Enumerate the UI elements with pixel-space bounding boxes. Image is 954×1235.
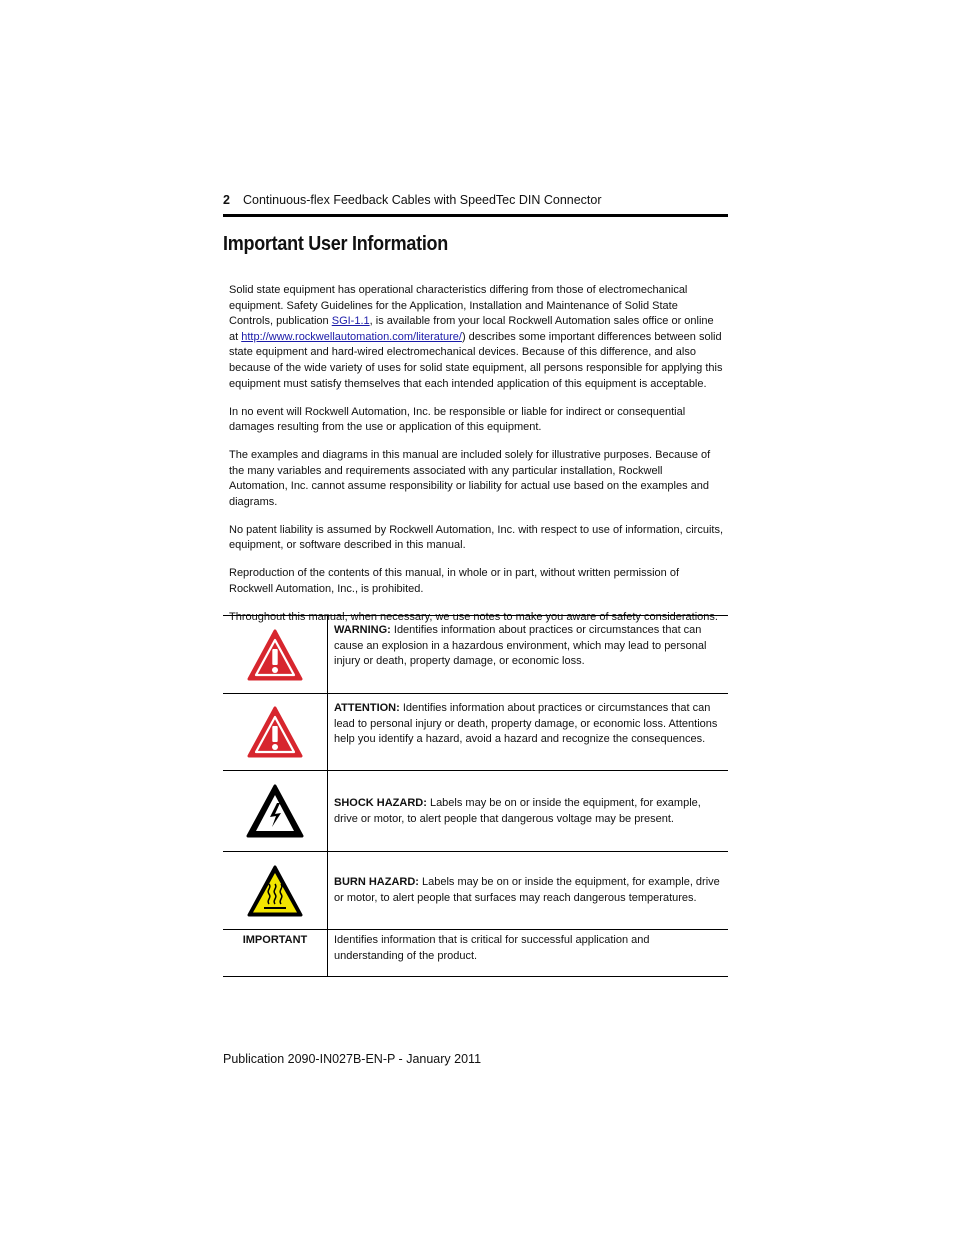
warning-triangle-icon xyxy=(246,628,304,682)
attention-triangle-icon xyxy=(246,705,304,759)
important-label: IMPORTANT xyxy=(223,930,328,977)
document-title: Continuous-flex Feedback Cables with SpeedTec DIN Connector xyxy=(243,193,602,207)
body-text xyxy=(229,283,723,638)
burn-hazard-text: Labels may be on or inside the equipment, for example, drive or motor, to alert people that surfaces may reach dangerous temperatures. xyxy=(334,876,720,904)
attention-term: ATTENTION: xyxy=(334,702,400,714)
paragraph-notes-intro: Throughout this manual, when necessary, we use notes to make you aware of safety considerations. xyxy=(229,611,718,624)
literature-link[interactable]: http://www.rockwellautomation.com/literature/ xyxy=(241,330,462,343)
paragraph-liability: In no event will Rockwell Automation, Inc. be responsible or liable for indirect or consequential damages resulting from the use or application of this equipment. xyxy=(229,405,686,434)
important-row xyxy=(223,930,728,977)
section-title: Important User Information xyxy=(223,233,448,255)
safety-notes-table xyxy=(223,615,728,977)
shock-hazard-text: Labels may be on or inside the equipment, for example, drive or motor, to alert people that dangerous voltage may be present. xyxy=(334,796,701,825)
header-rule xyxy=(223,214,728,217)
shock-hazard-term: SHOCK HAZARD: xyxy=(334,796,427,809)
running-header xyxy=(223,193,728,207)
sgi-link[interactable]: SGI-1.1 xyxy=(331,315,370,328)
paragraph-text: ) describes some important differences between solid state equipment and hard-wired electromechanical devices. Because of this difference, and also because of the wide variety of uses for solid state equipment, all persons responsible for applying this equipment must satisfy themselves that each intended application of this equipment is acceptable. xyxy=(229,330,723,390)
burn-hazard-term: BURN HAZARD: xyxy=(334,876,419,889)
burn-hazard-icon xyxy=(246,864,304,918)
shock-hazard-icon xyxy=(245,783,305,839)
important-text: Identifies information that is critical for successful application and understanding of the product. xyxy=(328,930,729,977)
paragraph-examples: The examples and diagrams in this manual are included solely for illustrative purposes. Because of the many variables and requirements associated with any particular installation, Rockwell Automation, Inc. cannot assume responsibility or liability for actual use based on the examples and diagrams. xyxy=(229,449,711,508)
paragraph-text: , is available from your local Rockwell Automation sales office or online at xyxy=(229,315,714,343)
warning-term: WARNING: xyxy=(334,624,391,636)
page-number: 2 xyxy=(223,193,230,207)
burn-hazard-row xyxy=(223,852,728,930)
paragraph-text: Solid state equipment has operational characteristics differing from those of electromechanical equipment. Safety Guidelines for the Application, Installation and Maintenance of Solid State Controls, publication xyxy=(229,284,688,328)
paragraph-reproduction: Reproduction of the contents of this manual, in whole or in part, without written permission of Rockwell Automation, Inc., is prohibited. xyxy=(229,567,680,596)
warning-row xyxy=(223,616,728,694)
attention-row xyxy=(223,694,728,771)
shock-hazard-row xyxy=(223,771,728,852)
publication-footer: Publication 2090-IN027B-EN-P - January 2011 xyxy=(223,1052,482,1066)
paragraph-solid-state xyxy=(229,283,723,392)
paragraph-patent: No patent liability is assumed by Rockwell Automation, Inc. with respect to use of information, circuits, equipment, or software described in this manual. xyxy=(229,523,723,552)
attention-text: Identifies information about practices or circumstances that can lead to personal injury or death, property damage, or economic loss. Attentions help you identify a hazard, avoid a hazard and recognize the consequences. xyxy=(334,702,718,746)
warning-text: Identifies information about practices or circumstances that can cause an explosion in a hazardous environment, which may lead to personal injury or death, property damage, or economic loss. xyxy=(334,624,707,668)
